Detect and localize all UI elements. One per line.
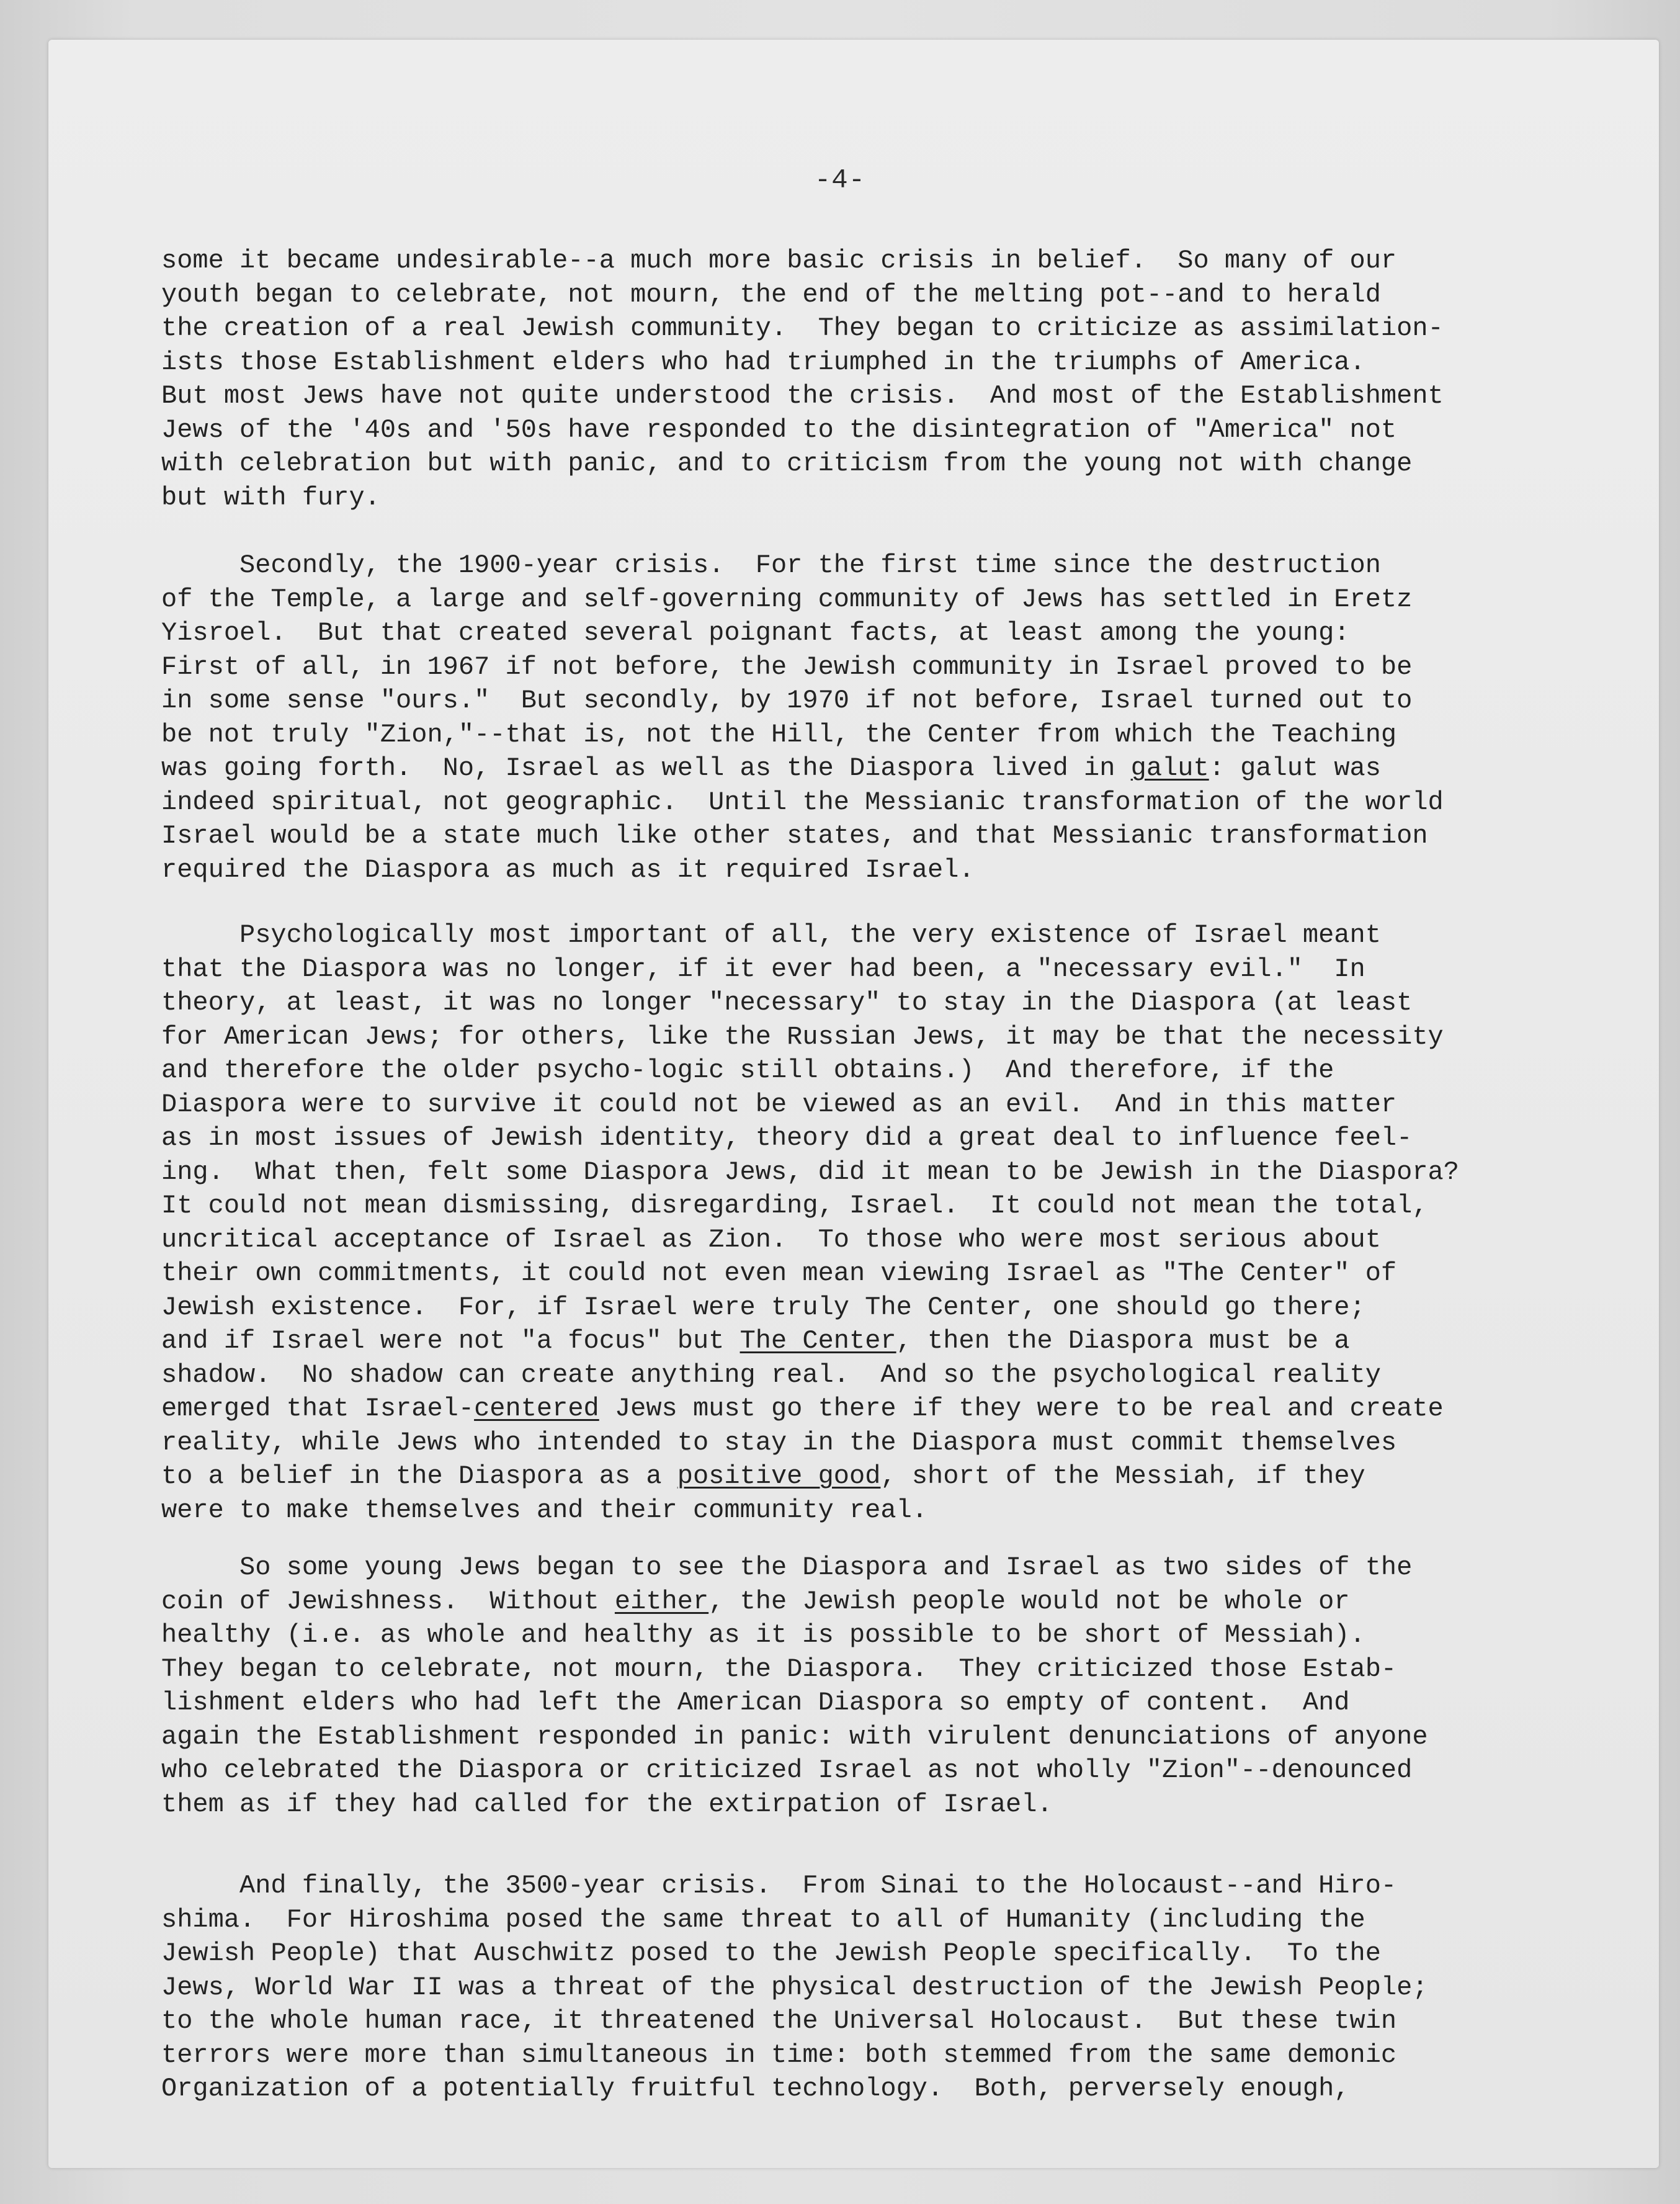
paragraph-2 [161,549,1588,887]
underlined-phrase: galut [1130,753,1209,783]
text-line: They began to celebrate, not mourn, the Diaspora. They criticized those Estab- [161,1654,1397,1684]
text-line: Secondly, the 1900-year crisis. For the first time since the destruction [161,550,1381,580]
text-line: Jewish existence. For, if Israel were truly The Center, one should go there; [161,1292,1365,1322]
text-line: be not truly "Zion,"--that is, not the Hill, the Center from which the Teaching [161,719,1397,750]
text-line: their own commitments, it could not even mean viewing Israel as "The Center" of [161,1258,1397,1288]
text-line: Jews of the '40s and '50s have responded to the disintegration of "America" not [161,414,1397,445]
text-line: the creation of a real Jewish community. They began to criticize as assimilation- [161,313,1444,343]
paragraph-3 [161,918,1588,1527]
text-line: theory, at least, it was no longer "necessary" to stay in the Diaspora (at least [161,988,1413,1018]
text-line: ing. What then, felt some Diaspora Jews, did it mean to be Jewish in the Diaspora? [161,1157,1459,1187]
text-line: to the whole human race, it threatened the Universal Holocaust. But these twin [161,2006,1397,2036]
text-line: were to make themselves and their community real. [161,1495,928,1525]
text-line: Jews, World War II was a threat of the physical destruction of the Jewish People; [161,1972,1428,2002]
text-line: again the Establishment responded in panic: with virulent denunciations of anyone [161,1721,1428,1752]
text-line: And finally, the 3500-year crisis. From Sinai to the Holocaust--and Hiro- [161,1871,1397,1901]
text-line: indeed spiritual, not geographic. Until the Messianic transformation of the world [161,787,1444,817]
text-line: as in most issues of Jewish identity, theory did a great deal to influence feel- [161,1123,1413,1153]
text-line: with celebration but with panic, and to criticism from the young not with change [161,449,1413,478]
text-line: reality, while Jews who intended to stay in the Diaspora must commit themselves [161,1427,1397,1458]
paragraph-1 [161,244,1588,514]
text-line: of the Temple, a large and self-governing community of Jews has settled in Eretz [161,584,1413,614]
text-line: shima. For Hiroshima posed the same threat to all of Humanity (including the [161,1904,1365,1935]
text-line: youth began to celebrate, not mourn, the end of the melting pot--and to herald [161,279,1381,310]
text-line: for American Jews; for others, like the Russian Jews, it may be that the necessity [161,1021,1444,1052]
underlined-phrase: either [614,1586,709,1616]
text-line: was going forth. No, Israel as well as the Diaspora lived in galut: galut was [161,753,1381,783]
text-line: required the Diaspora as much as it required Israel. [161,854,975,885]
text-line: but with fury. [161,482,380,513]
text-line: who celebrated the Diaspora or criticized Israel as not wholly "Zion"--denounced [161,1755,1413,1785]
underlined-phrase: positive good [677,1461,881,1491]
text-line: Jewish People) that Auschwitz posed to the Jewish People specifically. To the [161,1938,1381,1968]
text-line: terrors were more than simultaneous in time: both stemmed from the same demonic [161,2040,1397,2070]
underlined-phrase: centered [474,1394,599,1423]
text-line: them as if they had called for the extirpation of Israel. [161,1789,1053,1819]
text-line: So some young Jews began to see the Diaspora and Israel as two sides of the [161,1552,1413,1582]
paragraph-4 [161,1551,1588,1821]
text-line: Israel would be a state much like other states, and that Messianic transformation [161,821,1428,851]
text-line: Diaspora were to survive it could not be viewed as an evil. And in this matter [161,1089,1397,1119]
text-line: that the Diaspora was no longer, if it ever had been, a "necessary evil." In [161,954,1365,984]
text-line: coin of Jewishness. Without either, the Jewish people would not be whole or [161,1586,1350,1616]
text-line: First of all, in 1967 if not before, the Jewish community in Israel proved to be [161,652,1413,682]
text-line: lishment elders who had left the American Diaspora so empty of content. And [161,1688,1350,1718]
text-line: Organization of a potentially fruitful technology. Both, perversely enough, [161,2074,1350,2103]
text-line: and therefore the older psycho-logic still obtains.) And therefore, if the [161,1055,1334,1085]
text-line: and if Israel were not "a focus" but The Center, then the Diaspora must be a [161,1326,1350,1356]
text-line: Psychologically most important of all, the very existence of Israel meant [161,920,1381,950]
text-line: But most Jews have not quite understood the crisis. And most of the Establishment [161,381,1444,411]
text-line: in some sense "ours." But secondly, by 1970 if not before, Israel turned out to [161,686,1413,715]
text-line: uncritical acceptance of Israel as Zion. To those who were most serious about [161,1224,1381,1255]
text-line: shadow. No shadow can create anything real. And so the psychological reality [161,1360,1381,1390]
text-line: Yisroel. But that created several poignant facts, at least among the young: [161,618,1350,648]
text-line: It could not mean dismissing, disregarding, Israel. It could not mean the total, [161,1191,1428,1221]
text-line: some it became undesirable--a much more basic crisis in belief. So many of our [161,246,1397,276]
text-line: to a belief in the Diaspora as a positive good, short of the Messiah, if they [161,1461,1365,1491]
underlined-phrase: The Center [739,1326,896,1356]
text-line: emerged that Israel-centered Jews must go there if they were to be real and create [161,1394,1444,1423]
text-line: ists those Establishment elders who had triumphed in the triumphs of America. [161,347,1365,377]
page-number: -4- [814,165,866,196]
paragraph-5 [161,1869,1588,2106]
text-line: healthy (i.e. as whole and healthy as it is possible to be short of Messiah). [161,1620,1365,1650]
